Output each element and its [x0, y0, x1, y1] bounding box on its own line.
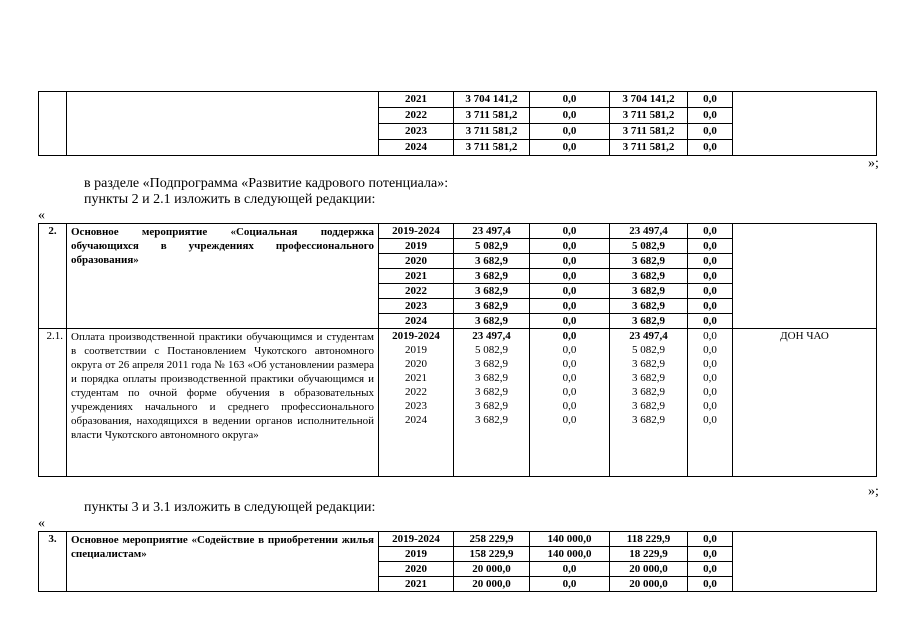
value-cell: 0,0 — [688, 239, 733, 254]
desc-cell — [67, 92, 379, 156]
table-row — [39, 532, 877, 547]
executor-cell: ДОН ЧАО — [733, 329, 877, 477]
value-cell: 0,0 — [530, 92, 610, 108]
num-cell: 2. — [39, 224, 67, 329]
value-cell: 0,0 — [703, 400, 717, 412]
value-cell: 118 229,9 — [610, 532, 688, 547]
value-cell: 3 682,9 — [610, 269, 688, 284]
year-cell: 2020 — [379, 254, 454, 269]
value-cell: 0,0 — [688, 254, 733, 269]
year-cell: 2022 — [405, 386, 427, 398]
total-cell: 3 682,9 — [475, 372, 508, 384]
value-cell: 0,0 — [530, 269, 610, 284]
total-cell: 3 682,9 — [454, 284, 530, 299]
value-cell: 0,0 — [688, 532, 733, 547]
total-cell: 20 000,0 — [454, 577, 530, 592]
year-cell: 2019-2024 — [379, 224, 454, 239]
year-cell: 2019 — [405, 344, 427, 356]
value-cell: 3 711 581,2 — [610, 124, 688, 140]
opening-quote: « — [38, 516, 45, 531]
value-cell: 0,0 — [562, 414, 577, 426]
paragraph: в разделе «Подпрограмма «Развитие кадрового потенциала»: — [84, 176, 449, 191]
value-cell: 20 000,0 — [610, 562, 688, 577]
value-cell: 3 682,9 — [610, 284, 688, 299]
value-cell: 0,0 — [688, 314, 733, 329]
year-cell: 2020 — [379, 562, 454, 577]
executor-cell — [733, 224, 877, 329]
value-cell: 3 704 141,2 — [610, 92, 688, 108]
table-item-3 — [38, 531, 877, 592]
value-cell: 20 000,0 — [610, 577, 688, 592]
year-cell: 2019 — [379, 239, 454, 254]
total-cell: 5 082,9 — [475, 344, 508, 356]
value-cell: 0,0 — [688, 108, 733, 124]
value-cell: 0,0 — [688, 284, 733, 299]
value-cell: 0,0 — [530, 314, 610, 329]
value-cell: 140 000,0 — [530, 532, 610, 547]
total-cell: 258 229,9 — [454, 532, 530, 547]
value-cell: 3 682,9 — [610, 299, 688, 314]
total-cell: 3 711 581,2 — [454, 108, 530, 124]
table-item-2 — [38, 223, 877, 477]
year-cell: 2024 — [379, 140, 454, 156]
closing-quote: »; — [868, 484, 879, 499]
total-cell: 3 711 581,2 — [454, 140, 530, 156]
value-list — [610, 329, 688, 477]
total-cell: 3 711 581,2 — [454, 124, 530, 140]
value-cell: 0,0 — [703, 372, 717, 384]
year-cell: 2021 — [379, 269, 454, 284]
value-cell: 0,0 — [530, 224, 610, 239]
value-cell: 0,0 — [562, 358, 577, 370]
total-list — [454, 329, 530, 477]
value-cell: 0,0 — [530, 299, 610, 314]
total-cell: 23 497,4 — [472, 330, 511, 342]
year-cell: 2021 — [379, 92, 454, 108]
value-cell: 0,0 — [688, 224, 733, 239]
value-cell: 3 682,9 — [632, 400, 665, 412]
year-list — [379, 329, 454, 477]
total-cell: 3 682,9 — [475, 358, 508, 370]
value-cell: 0,0 — [530, 140, 610, 156]
year-cell: 2023 — [379, 299, 454, 314]
value-cell: 0,0 — [530, 284, 610, 299]
value-cell: 0,0 — [562, 400, 577, 412]
table-row — [39, 224, 877, 239]
value-cell: 0,0 — [688, 299, 733, 314]
table-row — [39, 329, 877, 477]
value-cell: 23 497,4 — [629, 330, 668, 342]
num-cell — [39, 92, 67, 156]
year-cell: 2024 — [379, 314, 454, 329]
total-cell: 3 682,9 — [454, 299, 530, 314]
value-cell: 3 711 581,2 — [610, 108, 688, 124]
year-cell: 2022 — [379, 108, 454, 124]
value-cell: 5 082,9 — [632, 344, 665, 356]
total-cell: 158 229,9 — [454, 547, 530, 562]
year-cell: 2021 — [379, 577, 454, 592]
year-cell: 2019-2024 — [392, 330, 440, 342]
value-cell: 0,0 — [530, 124, 610, 140]
value-list — [530, 329, 610, 477]
desc-cell: Оплата производственной практики обучающимся и студентам в соответствии с Постановлением Чукотского автономного округа от 26 апреля 2011 года № 163 «Об установлении размера и порядка оплаты производственной практики обучающимся и студентам по очной форме обучения в образовательных учреждениях начального и среднего профессионального образования, находящихся в ведении органов исполнительной власти Чукотского автономного округа» — [67, 329, 379, 477]
value-cell: 5 082,9 — [610, 239, 688, 254]
opening-quote: « — [38, 208, 45, 223]
value-cell: 0,0 — [703, 414, 717, 426]
year-cell: 2024 — [405, 414, 427, 426]
value-cell: 0,0 — [703, 344, 717, 356]
total-cell: 5 082,9 — [454, 239, 530, 254]
total-cell: 20 000,0 — [454, 562, 530, 577]
value-cell: 0,0 — [562, 372, 577, 384]
total-cell: 3 682,9 — [475, 414, 508, 426]
value-cell: 3 682,9 — [632, 414, 665, 426]
total-cell: 3 682,9 — [454, 314, 530, 329]
value-cell: 3 682,9 — [632, 358, 665, 370]
value-cell: 0,0 — [688, 562, 733, 577]
desc-cell: Основное мероприятие «Социальная поддержка обучающихся в учреждениях профессионального образования» — [67, 224, 379, 329]
num-cell: 2.1. — [39, 329, 67, 477]
value-list — [688, 329, 733, 477]
desc-cell: Основное мероприятие «Содействие в приобретении жилья специалистам» — [67, 532, 379, 592]
value-cell: 0,0 — [562, 330, 577, 342]
value-cell: 3 711 581,2 — [610, 140, 688, 156]
value-cell: 0,0 — [703, 330, 717, 342]
value-cell: 0,0 — [688, 140, 733, 156]
value-cell: 3 682,9 — [610, 254, 688, 269]
value-cell: 0,0 — [562, 386, 577, 398]
value-cell: 0,0 — [530, 108, 610, 124]
value-cell: 3 682,9 — [610, 314, 688, 329]
value-cell: 0,0 — [688, 547, 733, 562]
value-cell: 0,0 — [688, 92, 733, 108]
total-cell: 3 682,9 — [454, 254, 530, 269]
table-row — [39, 92, 877, 108]
total-cell: 3 682,9 — [475, 400, 508, 412]
value-cell: 0,0 — [530, 254, 610, 269]
value-cell: 0,0 — [688, 269, 733, 284]
year-cell: 2023 — [405, 400, 427, 412]
value-cell: 0,0 — [688, 577, 733, 592]
total-cell: 23 497,4 — [454, 224, 530, 239]
year-cell: 2023 — [379, 124, 454, 140]
top-table — [38, 91, 877, 156]
value-cell: 18 229,9 — [610, 547, 688, 562]
num-cell: 3. — [39, 532, 67, 592]
value-cell: 3 682,9 — [632, 386, 665, 398]
value-cell: 0,0 — [562, 344, 577, 356]
value-cell: 0,0 — [703, 386, 717, 398]
paragraph: пункты 3 и 3.1 изложить в следующей редакции: — [84, 500, 376, 515]
year-cell: 2022 — [379, 284, 454, 299]
value-cell: 3 682,9 — [632, 372, 665, 384]
executor-cell — [733, 532, 877, 592]
closing-quote: »; — [868, 156, 879, 171]
paragraph: пункты 2 и 2.1 изложить в следующей редакции: — [84, 192, 376, 207]
year-cell: 2020 — [405, 358, 427, 370]
total-cell: 3 682,9 — [475, 386, 508, 398]
total-cell: 3 704 141,2 — [454, 92, 530, 108]
value-cell: 0,0 — [530, 577, 610, 592]
value-cell: 0,0 — [688, 124, 733, 140]
total-cell: 3 682,9 — [454, 269, 530, 284]
value-cell: 0,0 — [703, 358, 717, 370]
value-cell: 0,0 — [530, 562, 610, 577]
year-cell: 2019-2024 — [379, 532, 454, 547]
value-cell: 140 000,0 — [530, 547, 610, 562]
value-cell: 0,0 — [530, 239, 610, 254]
value-cell: 23 497,4 — [610, 224, 688, 239]
executor-cell — [733, 92, 877, 156]
year-cell: 2019 — [379, 547, 454, 562]
year-cell: 2021 — [405, 372, 427, 384]
